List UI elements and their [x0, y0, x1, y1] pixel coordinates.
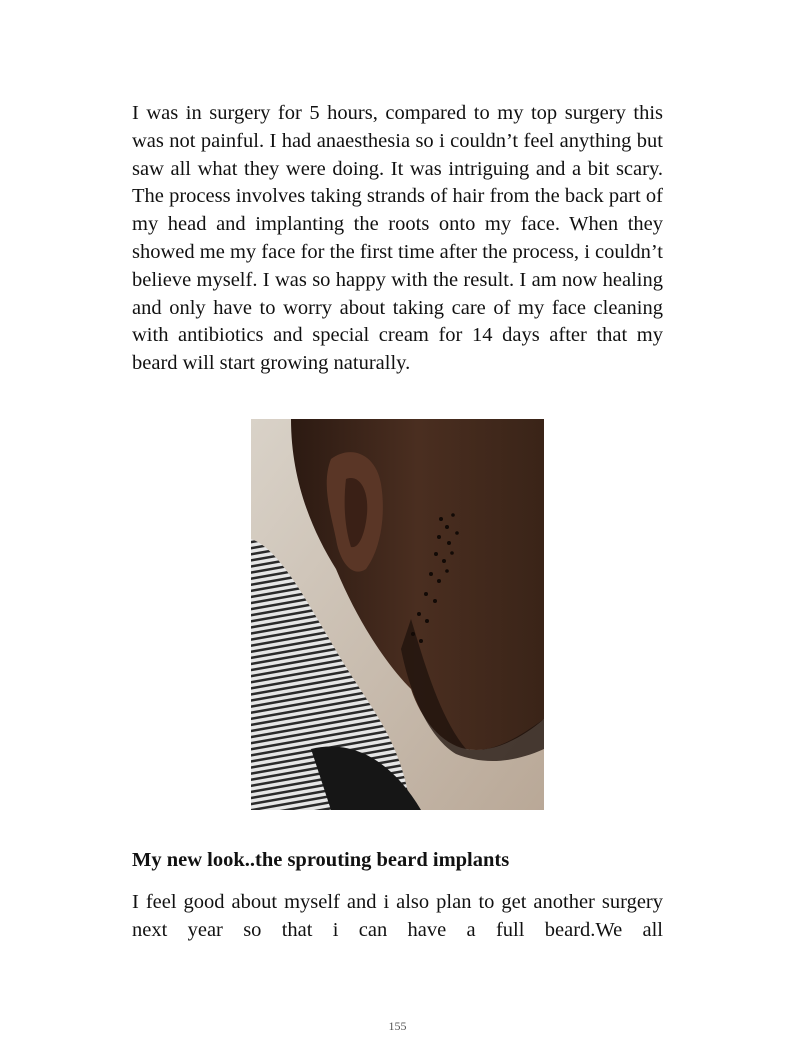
- body-paragraph-2: I feel good about myself and i also plan to get another surgery next year so that i can have a full beard.We all: [132, 891, 663, 941]
- section-heading: My new look..the sprouting beard implants: [132, 849, 510, 871]
- page-number: 155: [388, 1019, 407, 1033]
- body-paragraph-1: I was in surgery for 5 hours, compared to my top surgery this was not painful. I had anaesthesia so i couldn’t feel anything but saw all what they were doing. It was intriguing and a bit scary. The process involves taking strands of hair from the back part of my head and implanting the roots onto my face. When they showed me my face for the first time after the process, i couldn’t believe myself. I was so happy with the result. I am now healing and only have to worry about taking care of my face cleaning with antibiotics and special cream for 14 days after that my beard will start growing naturally.: [132, 102, 663, 375]
- photo-illustration: [251, 419, 544, 810]
- beard-implant-photo: [251, 419, 544, 810]
